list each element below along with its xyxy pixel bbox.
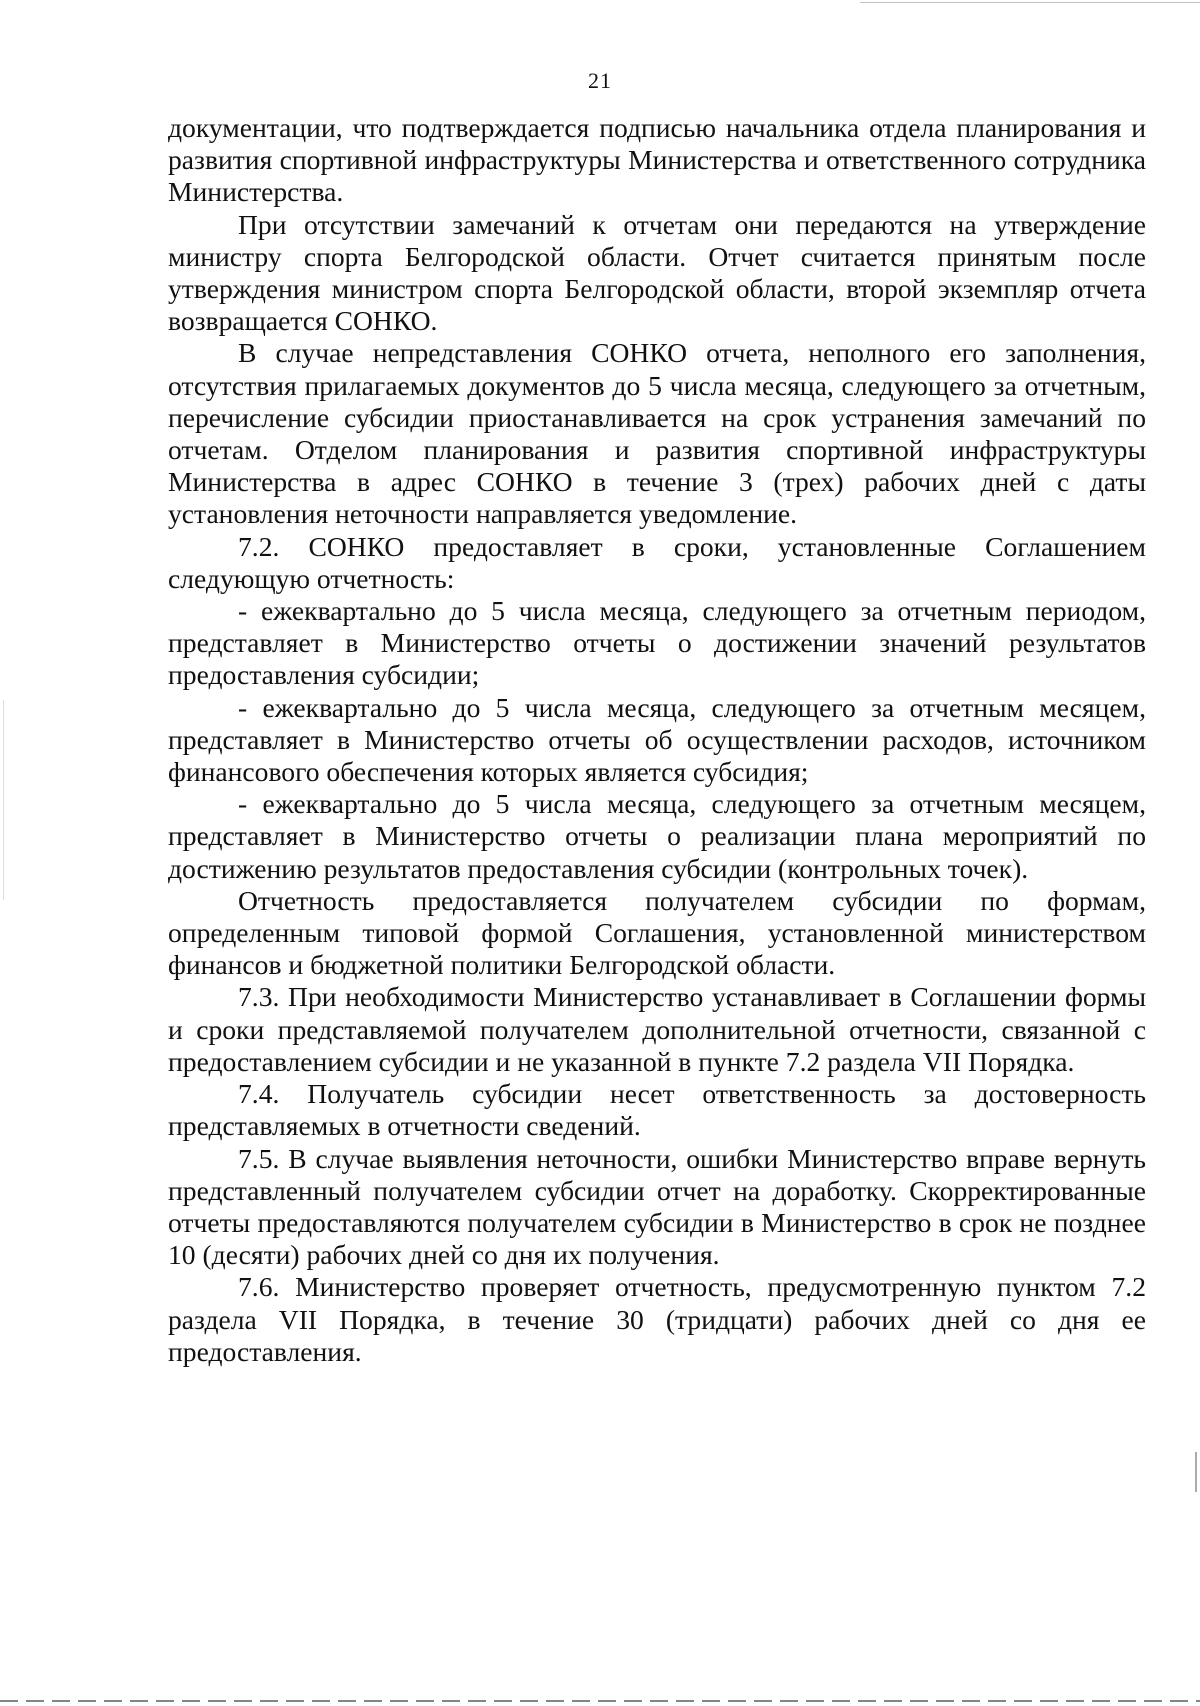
list-item-plan-report: - ежеквартально до 5 числа месяца, следующего за отчетным месяцем, представляет в Министерство отчеты о реализации плана мероприятий по достижению результатов предоставления субсидии (контрольных точек). <box>168 788 1146 884</box>
scan-artifact-top <box>860 2 1200 3</box>
paragraph-non-submission: В случае непредставления СОНКО отчета, неполного его заполнения, отсутствия прилагаемых документов до 5 числа месяца, следующего за отчетным, перечисление субсидии приостанавливается на срок устранения замечаний по отчетам. Отделом планирования и развития спортивной инфраструктуры Министерства в адрес СОНКО в течение 3 (трех) рабочих дней с даты установления неточности направляется уведомление. <box>168 337 1146 530</box>
scan-artifact-bottom <box>0 1700 1200 1702</box>
paragraph-continuation: документации, что подтверждается подписью начальника отдела планирования и развития спортивной инфраструктуры Министерства и ответственного сотрудника Министерства. <box>168 112 1146 208</box>
paragraph-7-4: 7.4. Получатель субсидии несет ответственность за достоверность представляемых в отчетности сведений. <box>168 1078 1146 1142</box>
paragraph-7-5: 7.5. В случае выявления неточности, ошибки Министерство вправе вернуть представленный получателем субсидии отчет на доработку. Скорректированные отчеты предоставляются получателем субсидии в Министерство в срок не позднее 10 (десяти) рабочих дней со дня их получения. <box>168 1142 1146 1271</box>
scan-artifact-left <box>3 700 4 900</box>
paragraph-7-2: 7.2. СОНКО предоставляет в сроки, установленные Соглашением следующую отчетность: <box>168 530 1146 594</box>
paragraph-approval: При отсутствии замечаний к отчетам они передаются на утверждение министру спорта Белгородской области. Отчет считается принятым после утверждения министром спорта Белгородской области, второй экземпляр отчета возвращается СОНКО. <box>168 208 1146 337</box>
paragraph-report-forms: Отчетность предоставляется получателем субсидии по формам, определенным типовой формой Соглашения, установленной министерством финансов и бюджетной политики Белгородской области. <box>168 884 1146 981</box>
page-number: 21 <box>588 68 612 93</box>
list-item-results-report: - ежеквартально до 5 числа месяца, следующего за отчетным периодом, представляет в Министерство отчеты о достижении значений результатов предоставления субсидии; <box>168 595 1146 691</box>
document-body <box>168 112 1146 1368</box>
scan-artifact-right <box>1195 1452 1197 1492</box>
paragraph-7-3: 7.3. При необходимости Министерство устанавливает в Соглашении формы и сроки представляемой получателем дополнительной отчетности, связанной с предоставлением субсидии и не указанной в пункте 7.2 раздела VII Порядка. <box>168 981 1146 1077</box>
list-item-expenses-report: - ежеквартально до 5 числа месяца, следующего за отчетным месяцем, представляет в Министерство отчеты об осуществлении расходов, источником финансового обеспечения которых является субсидия; <box>168 691 1146 788</box>
paragraph-7-6: 7.6. Министерство проверяет отчетность, предусмотренную пунктом 7.2 раздела VII Порядка, в течение 30 (тридцати) рабочих дней со дня ее предоставления. <box>168 1271 1146 1367</box>
